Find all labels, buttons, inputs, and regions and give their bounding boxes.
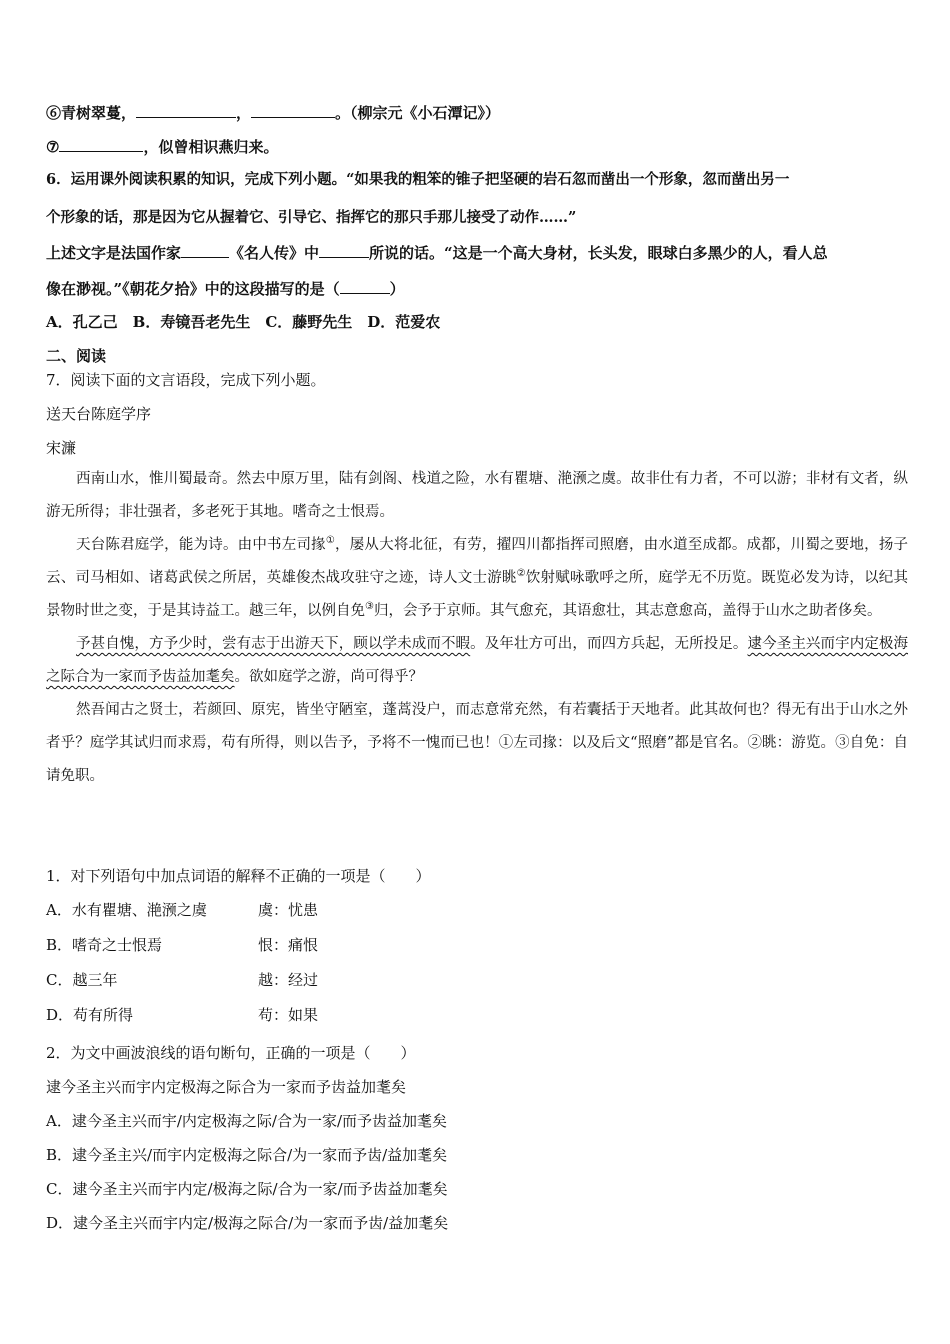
p2-b: ，屡从大将北征，有劳，擢四川都指挥司照磨，由水道至成都。成都，川蜀之要地，扬子云、司马相如、诸葛武侯之所居，英雄俊杰战攻驻守之迹，诗人文士游眺 (46, 537, 909, 586)
poem-line-7 (46, 136, 278, 157)
option-gloss: 恨：痛恨 (258, 936, 319, 954)
poem-line-6 (46, 102, 500, 123)
option-row[interactable] (46, 900, 908, 935)
option-row[interactable] (46, 935, 908, 970)
poem-line-6-suffix: 。（柳宗元《小石潭记》） (335, 104, 501, 122)
option-gloss: 虞：忧患 (258, 901, 319, 919)
option-text: D．苟有所得 (46, 1006, 134, 1024)
poem-line-7-prefix: ⑦ (46, 138, 60, 156)
footnote-marker: ① (325, 535, 336, 547)
answer-blank[interactable] (251, 102, 335, 118)
option-text: A．水有瞿塘、滟滪之虞 (46, 901, 207, 919)
sub-question-1: 1．对下列语句中加点词语的解释不正确的一项是（ ） (46, 867, 431, 885)
option-row[interactable] (46, 1005, 908, 1040)
q7-intro: 7．阅读下面的文言语段，完成下列小题。 (46, 371, 326, 389)
wavy-underlined-sentence: 予甚自愧，方予少时，尝有志于出游天下，顾以学未成而不暇 (76, 636, 471, 652)
option-row[interactable] (46, 970, 908, 1005)
q6-line-3 (46, 242, 828, 263)
p3-end: 。欲如庭学之游，尚可得乎？ (234, 669, 423, 685)
p2-a: 天台陈君庭学，能为诗。由中书左司掾 (76, 537, 326, 553)
option-gloss: 越：经过 (258, 971, 319, 989)
option-row[interactable]: D．逮今圣主兴而宇内定/极海之际合/为一家而予齿/益加耄矣 (46, 1214, 449, 1232)
q6-options: A．孔乙己 B．寿镜吾老先生 C．藤野先生 D．范爱农 (46, 313, 441, 331)
passage-paragraph-1: 西南山水，惟川蜀最奇。然去中原万里，陆有剑阁、栈道之险，水有瞿塘、滟滪之虞。故非仕有力者，不可以游；非材有文者，纵游无所得；非壮强者，多老死于其地。嗜奇之士恨焉。 (46, 471, 908, 520)
answer-blank[interactable] (340, 278, 390, 294)
answer-blank[interactable] (136, 102, 236, 118)
poem-line-6-sep: ， (236, 104, 252, 122)
q6-line-3-a: 上述文字是法国作家 (46, 244, 182, 262)
passage-paragraph-2 (46, 529, 908, 628)
answer-blank[interactable] (59, 136, 143, 152)
option-row[interactable]: A．逮今圣主兴而宇/内定极海之际/合为一家/而予齿益加耄矣 (46, 1112, 447, 1130)
poem-line-6-prefix: ⑥青树翠蔓， (46, 104, 137, 122)
option-text: B．嗜奇之士恨焉 (46, 936, 163, 954)
passage-paragraph-4: 然吾闻古之贤士，若颜回、原宪，皆坐守陋室，蓬蒿没户，而志意常充然，有若囊括于天地者。此其故何也？得无有出于山水之外者乎？庭学其试归而求焉，苟有所得，则以告予，予将不一愧而已也！①左司掾：以及后文“照磨”都是官名。②眺：游览。③自免：自请免职。 (46, 702, 908, 784)
option-row[interactable]: C．逮今圣主兴而宇内定/极海之际/合为一家/而予齿益加耄矣 (46, 1180, 448, 1198)
p2-d: 归，会予于京师。其气愈充，其语愈壮，其志意愈高，盖得于山水之助者侈矣。 (373, 603, 882, 619)
option-text: C．越三年 (46, 971, 118, 989)
q6-line-3-c: 所说的话。“这是一个高大身材，长头发，眼球白多黑少的人，看人总 (369, 244, 828, 262)
sub-question-2: 2．为文中画波浪线的语句断句，正确的一项是（ ） (46, 1044, 416, 1062)
q6-quote-cont: 个形象的话，那是因为它从握着它、引导它、指挥它的那只手那儿接受了动作……” (46, 209, 577, 226)
poem-line-7-suffix: ，似曾相识燕归来。 (143, 138, 279, 156)
passage-title: 送天台陈庭学序 (46, 405, 152, 423)
option-gloss: 苟：如果 (258, 1006, 319, 1024)
q6-line-4-b: ） (389, 280, 405, 298)
q6-line-4-a: 像在渺视。”《朝花夕拾》中的这段描写的是（ (46, 280, 340, 298)
p3-mid: 。及年壮方可出，而四方兵起，无所投足。 (470, 636, 748, 652)
answer-blank[interactable] (319, 242, 369, 258)
wavy-underlined-sentence: 逮今圣主兴而宇内定极海之际合为一家而予齿益加耄矣 (46, 636, 909, 685)
section-heading: 二、阅读 (46, 347, 107, 365)
passage (46, 463, 908, 793)
q6-line-3-b: 《名人传》中 (229, 244, 320, 262)
p2-c: 饮射赋咏歌呼之所，庭学无不历览。既览必发为诗，以纪其景物时世之变，于是其诗益工。越三年，以例自免 (46, 570, 909, 619)
footnote-marker: ② (516, 568, 526, 580)
footnote-marker: ③ (365, 601, 374, 613)
passage-paragraph-3 (46, 628, 908, 694)
passage-author: 宋濂 (46, 439, 77, 457)
option-row[interactable]: B．逮今圣主兴/而宇内定极海之际合/为一家而予齿/益加耄矣 (46, 1146, 448, 1164)
q6-intro: 6．运用课外阅读积累的知识，完成下列小题。“如果我的粗笨的锥子把坚硬的岩石忽而凿出一个形象，忽而凿出另一 (46, 171, 790, 188)
sub2-sentence: 逮今圣主兴而宇内定极海之际合为一家而予齿益加耄矣 (46, 1078, 407, 1096)
q6-line-4 (46, 278, 405, 299)
sub1-options (46, 900, 908, 1040)
answer-blank[interactable] (181, 242, 229, 258)
